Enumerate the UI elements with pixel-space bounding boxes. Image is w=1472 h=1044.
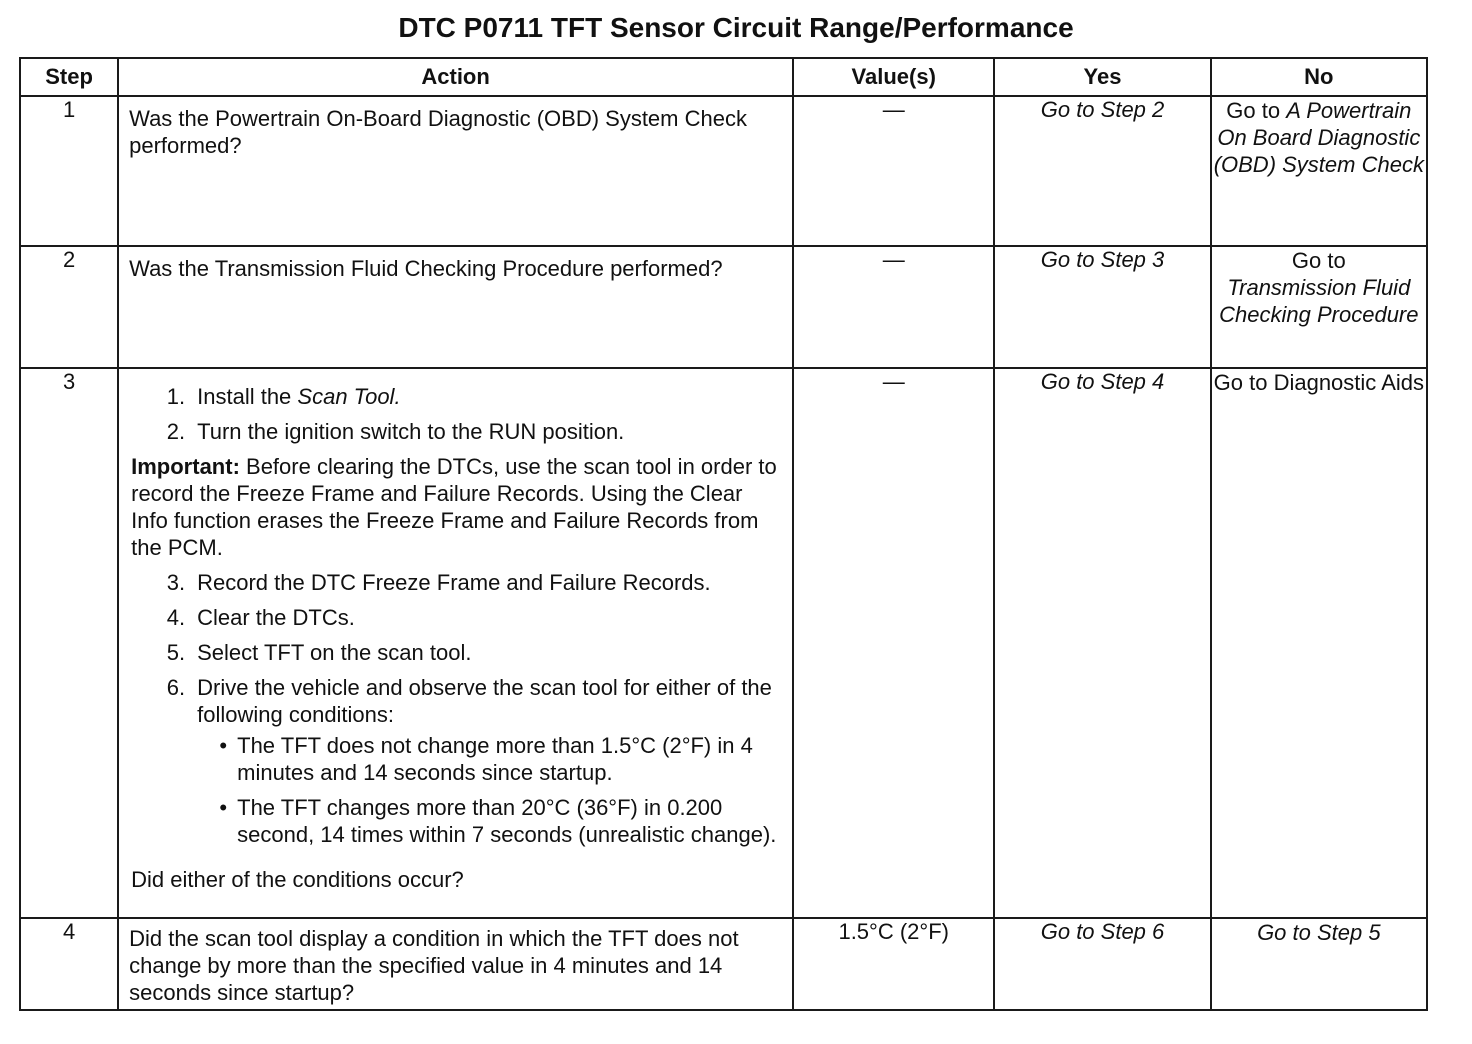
action-text: Was the Powertrain On-Board Diagnostic (OBD) System Check performed?	[129, 106, 747, 158]
no-prefix: Go to	[1226, 98, 1281, 123]
substep-text: Select TFT on the scan tool.	[197, 640, 472, 665]
substep-number: 1.	[166, 384, 186, 409]
action-cell	[118, 368, 793, 918]
yes-link: Go to Step 2	[1040, 97, 1165, 122]
table-row	[20, 918, 1427, 1010]
list-item	[129, 639, 782, 666]
list-item	[129, 418, 782, 445]
substep-text: Install the	[197, 384, 298, 409]
action-cell	[118, 246, 793, 368]
no-prefix: Go to	[1291, 248, 1346, 273]
no-cell	[1211, 96, 1427, 246]
diagnostic-table	[19, 57, 1428, 1011]
table-header-row	[20, 58, 1427, 96]
yes-cell	[994, 918, 1210, 1010]
table-row	[20, 246, 1427, 368]
value-dash: —	[882, 97, 905, 122]
step-number: 4	[20, 918, 118, 1010]
yes-cell	[994, 246, 1210, 368]
action-cell	[118, 96, 793, 246]
bullet-icon: •	[219, 733, 228, 758]
substep-number: 2.	[166, 419, 186, 444]
substep-number: 6.	[166, 675, 186, 700]
no-link: Go to Diagnostic Aids	[1213, 370, 1424, 395]
value-cell	[793, 96, 994, 246]
action-question: Did either of the conditions occur?	[131, 867, 464, 892]
bullet-icon: •	[219, 795, 228, 820]
condition-text: The TFT does not change more than 1.5°C (2°F) in 4 minutes and 14 seconds since startup.	[237, 733, 753, 785]
substep-number: 4.	[166, 605, 186, 630]
value-text: 1.5°C (2°F)	[838, 919, 949, 944]
list-item	[129, 383, 782, 410]
list-item	[197, 794, 782, 848]
action-text: Did the scan tool display a condition in which the TFT does not change by more than the specified value in 4 minutes and 14 seconds since startup?	[129, 926, 739, 1005]
list-item	[129, 674, 782, 856]
yes-link: Go to Step 6	[1040, 919, 1165, 944]
substep-text: Turn the ignition switch to the RUN position.	[197, 419, 625, 444]
important-note	[129, 453, 782, 561]
step-number: 3	[20, 368, 118, 918]
header-step: Step	[20, 58, 118, 96]
no-cell	[1211, 246, 1427, 368]
yes-link: Go to Step 4	[1040, 369, 1165, 394]
value-cell	[793, 918, 994, 1010]
page-title: DTC P0711 TFT Sensor Circuit Range/Performance	[398, 12, 1074, 43]
list-item	[197, 732, 782, 786]
action-cell	[118, 918, 793, 1010]
condition-text: The TFT changes more than 20°C (36°F) in 0.200 second, 14 times within 7 seconds (unrealistic change).	[237, 795, 777, 847]
table-row	[20, 368, 1427, 918]
important-label: Important:	[131, 454, 240, 479]
no-link: Go to Step 5	[1257, 920, 1381, 945]
header-yes: Yes	[994, 58, 1210, 96]
no-cell	[1211, 368, 1427, 918]
list-item	[129, 604, 782, 631]
no-cell	[1211, 918, 1427, 1010]
value-cell	[793, 246, 994, 368]
value-cell	[793, 368, 994, 918]
substep-text: Clear the DTCs.	[197, 605, 355, 630]
substep-number: 3.	[166, 570, 186, 595]
header-values: Value(s)	[793, 58, 994, 96]
value-dash: —	[882, 369, 905, 394]
important-text: Before clearing the DTCs, use the scan tool in order to record the Freeze Frame and Failure Records. Using the Clear Info function erases the Freeze Frame and Failure Records from the PCM.	[131, 454, 777, 560]
table-row	[20, 96, 1427, 246]
header-no: No	[1211, 58, 1427, 96]
header-action: Action	[118, 58, 793, 96]
step-number: 1	[20, 96, 118, 246]
substep-text-content: Drive the vehicle and observe the scan tool for either of the following conditions:	[197, 675, 772, 727]
yes-cell	[994, 96, 1210, 246]
list-item	[129, 569, 782, 596]
substep-link: Scan Tool.	[297, 384, 401, 409]
yes-cell	[994, 368, 1210, 918]
action-text: Was the Transmission Fluid Checking Procedure performed?	[129, 256, 723, 281]
substep-text: Record the DTC Freeze Frame and Failure Records.	[197, 570, 711, 595]
yes-link: Go to Step 3	[1040, 247, 1165, 272]
value-dash: —	[882, 247, 905, 272]
substep-list	[129, 569, 782, 856]
step-number: 2	[20, 246, 118, 368]
no-link: Transmission Fluid Checking Procedure	[1219, 275, 1419, 327]
condition-list	[197, 732, 782, 848]
substep-list	[129, 369, 782, 445]
substep-number: 5.	[166, 640, 186, 665]
no-link: A Powertrain On Board Diagnostic (OBD) System Check	[1213, 98, 1424, 177]
substep-text	[197, 674, 782, 856]
